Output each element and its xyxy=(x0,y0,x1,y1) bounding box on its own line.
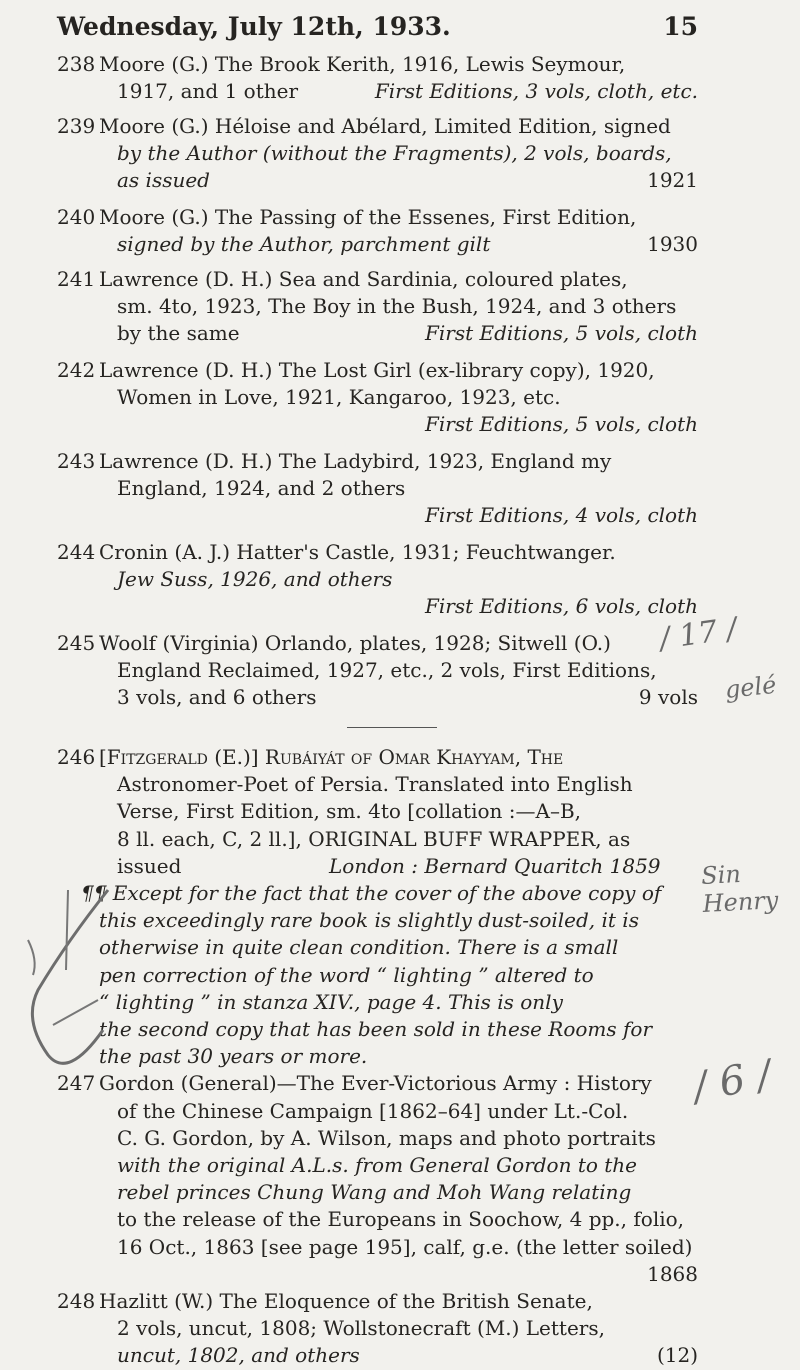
note-line: the past 30 years or more. xyxy=(99,1044,368,1069)
lot-text: Verse, First Edition, sm. 4to [collation :—A–B, xyxy=(117,799,581,824)
lot-year: 1921 xyxy=(647,168,698,193)
lot-edition: First Editions, 6 vols, cloth xyxy=(425,594,698,619)
lot-242 xyxy=(57,357,698,444)
lot-text: 16 Oct., 1863 [see page 195], calf, g.e. (the letter soiled) xyxy=(117,1234,693,1259)
lot-edition: First Editions, 5 vols, cloth xyxy=(425,412,698,437)
note-line: pen correction of the word “ lighting ” altered to xyxy=(99,962,594,987)
pencil-annotation-247: Sin Henry xyxy=(700,859,779,918)
lot-number: 244 xyxy=(57,540,96,564)
lot-text: signed by the Author, parchment gilt xyxy=(117,232,491,257)
lot-imprint: London : Bernard Quaritch 1859 xyxy=(329,853,661,878)
lot-245 xyxy=(57,630,698,717)
lot-number: 243 xyxy=(57,449,96,473)
lot-edition: First Editions, 5 vols, cloth xyxy=(425,321,698,346)
lot-number: 248 xyxy=(57,1289,96,1314)
lot-text: Moore (G.) The Passing of the Essenes, First Edition, xyxy=(99,205,637,229)
lot-text: C. G. Gordon, by A. Wilson, maps and photo portraits xyxy=(117,1125,656,1150)
pencil-annotation-246b: gelé xyxy=(723,670,778,704)
lot-text: 1917, and 1 other xyxy=(117,79,299,104)
lot-number: 240 xyxy=(57,205,96,229)
lot-239 xyxy=(57,113,698,200)
lot-247 xyxy=(57,1070,698,1288)
pencil-bracket-mark xyxy=(8,880,118,1110)
lot-text: England Reclaimed, 1927, etc., 2 vols, First Editions, xyxy=(117,658,657,683)
lot-text: Women in Love, 1921, Kangaroo, 1923, etc. xyxy=(117,385,561,410)
lot-241 xyxy=(57,266,698,353)
lot-volumes: 9 vols xyxy=(638,685,698,710)
header-date: Wednesday, July 12th, 1933. xyxy=(57,11,451,41)
section-divider xyxy=(347,727,437,728)
lot-text: sm. 4to, 1923, The Boy in the Bush, 1924, and 3 others xyxy=(117,294,677,319)
lot-248 xyxy=(57,1288,698,1370)
lot-244 xyxy=(57,539,698,626)
lot-text: Moore (G.) Héloise and Abélard, Limited Edition, signed xyxy=(99,114,671,138)
lot-edition: First Editions, 4 vols, cloth xyxy=(425,503,698,528)
lot-text: of the Chinese Campaign [1862–64] under Lt.-Col. xyxy=(117,1098,629,1123)
lot-text: uncut, 1802, and others xyxy=(117,1343,360,1368)
lot-edition: First Editions, 3 vols, cloth, etc. xyxy=(374,79,698,104)
lot-number: 241 xyxy=(57,267,96,291)
lot-text: rebel princes Chung Wang and Moh Wang relating xyxy=(117,1180,632,1205)
note-line: “ lighting ” in stanza XIV., page 4. This is only xyxy=(99,989,563,1014)
pencil-annotation-248: / 6 / xyxy=(690,1051,775,1111)
lot-text: England, 1924, and 2 others xyxy=(117,476,406,501)
lot-number: 246 xyxy=(57,745,96,769)
note-line: otherwise in quite clean condition. There is a small xyxy=(99,935,619,960)
lot-246 xyxy=(57,744,698,1070)
lot-text: to the release of the Europeans in Soochow, 4 pp., folio, xyxy=(117,1207,685,1232)
page-header xyxy=(57,6,698,46)
lot-text: Jew Suss, 1926, and others xyxy=(117,567,393,592)
lot-number: 238 xyxy=(57,52,96,76)
lot-text: by the Author (without the Fragments), 2 vols, boards, xyxy=(117,141,672,166)
note-line: ¶¶ Except for the fact that the cover of the above copy of xyxy=(81,881,662,906)
lot-text: Lawrence (D. H.) Sea and Sardinia, coloured plates, xyxy=(99,267,628,291)
lot-text: Woolf (Virginia) Orlando, plates, 1928; Sitwell (O.) xyxy=(99,631,611,655)
page-number: 15 xyxy=(663,11,698,41)
pencil-annotation-246: / 17 / xyxy=(657,611,740,657)
lot-note xyxy=(81,880,698,1070)
lot-text: by the same xyxy=(117,321,240,346)
lot-238 xyxy=(57,51,698,109)
lot-number: 239 xyxy=(57,114,96,138)
lot-240 xyxy=(57,204,698,262)
lot-year: 1930 xyxy=(647,232,698,257)
catalogue-entries xyxy=(57,51,698,1370)
note-line: this exceedingly rare book is slightly dust-soiled, it is xyxy=(99,908,639,933)
lot-text: Moore (G.) The Brook Kerith, 1916, Lewis Seymour, xyxy=(99,52,626,76)
lot-243 xyxy=(57,448,698,535)
lot-text: Astronomer-Poet of Persia. Translated into English xyxy=(117,772,633,797)
lot-number: 245 xyxy=(57,631,96,655)
lot-text: Cronin (A. J.) Hatter's Castle, 1931; Feuchtwanger. xyxy=(99,540,616,564)
lot-year: 1868 xyxy=(647,1261,698,1286)
lot-text: Lawrence (D. H.) The Ladybird, 1923, England my xyxy=(99,449,612,473)
lot-text: Hazlitt (W.) The Eloquence of the British Senate, xyxy=(99,1289,593,1314)
lot-text: 8 ll. each, C, 2 ll.], ORIGINAL BUFF WRAPPER, as xyxy=(117,826,631,851)
lot-number: 247 xyxy=(57,1071,96,1096)
lot-text: as issued xyxy=(117,168,210,193)
lot-quantity: (12) xyxy=(656,1343,698,1368)
lot-text: Gordon (General)—The Ever-Victorious Army : History xyxy=(99,1071,652,1096)
lot-text: [Fitzgerald (E.)] Rubáiyát of Omar Khayyam, The xyxy=(99,745,564,769)
lot-text: 2 vols, uncut, 1808; Wollstonecraft (M.) Letters, xyxy=(117,1316,605,1341)
note-line: the second copy that has been sold in these Rooms for xyxy=(99,1017,653,1042)
lot-text: Lawrence (D. H.) The Lost Girl (ex-library copy), 1920, xyxy=(99,358,655,382)
lot-number: 242 xyxy=(57,358,96,382)
lot-text: 3 vols, and 6 others xyxy=(117,685,317,710)
lot-text: with the original A.L.s. from General Gordon to the xyxy=(117,1153,638,1178)
lot-text: issued xyxy=(117,853,182,878)
